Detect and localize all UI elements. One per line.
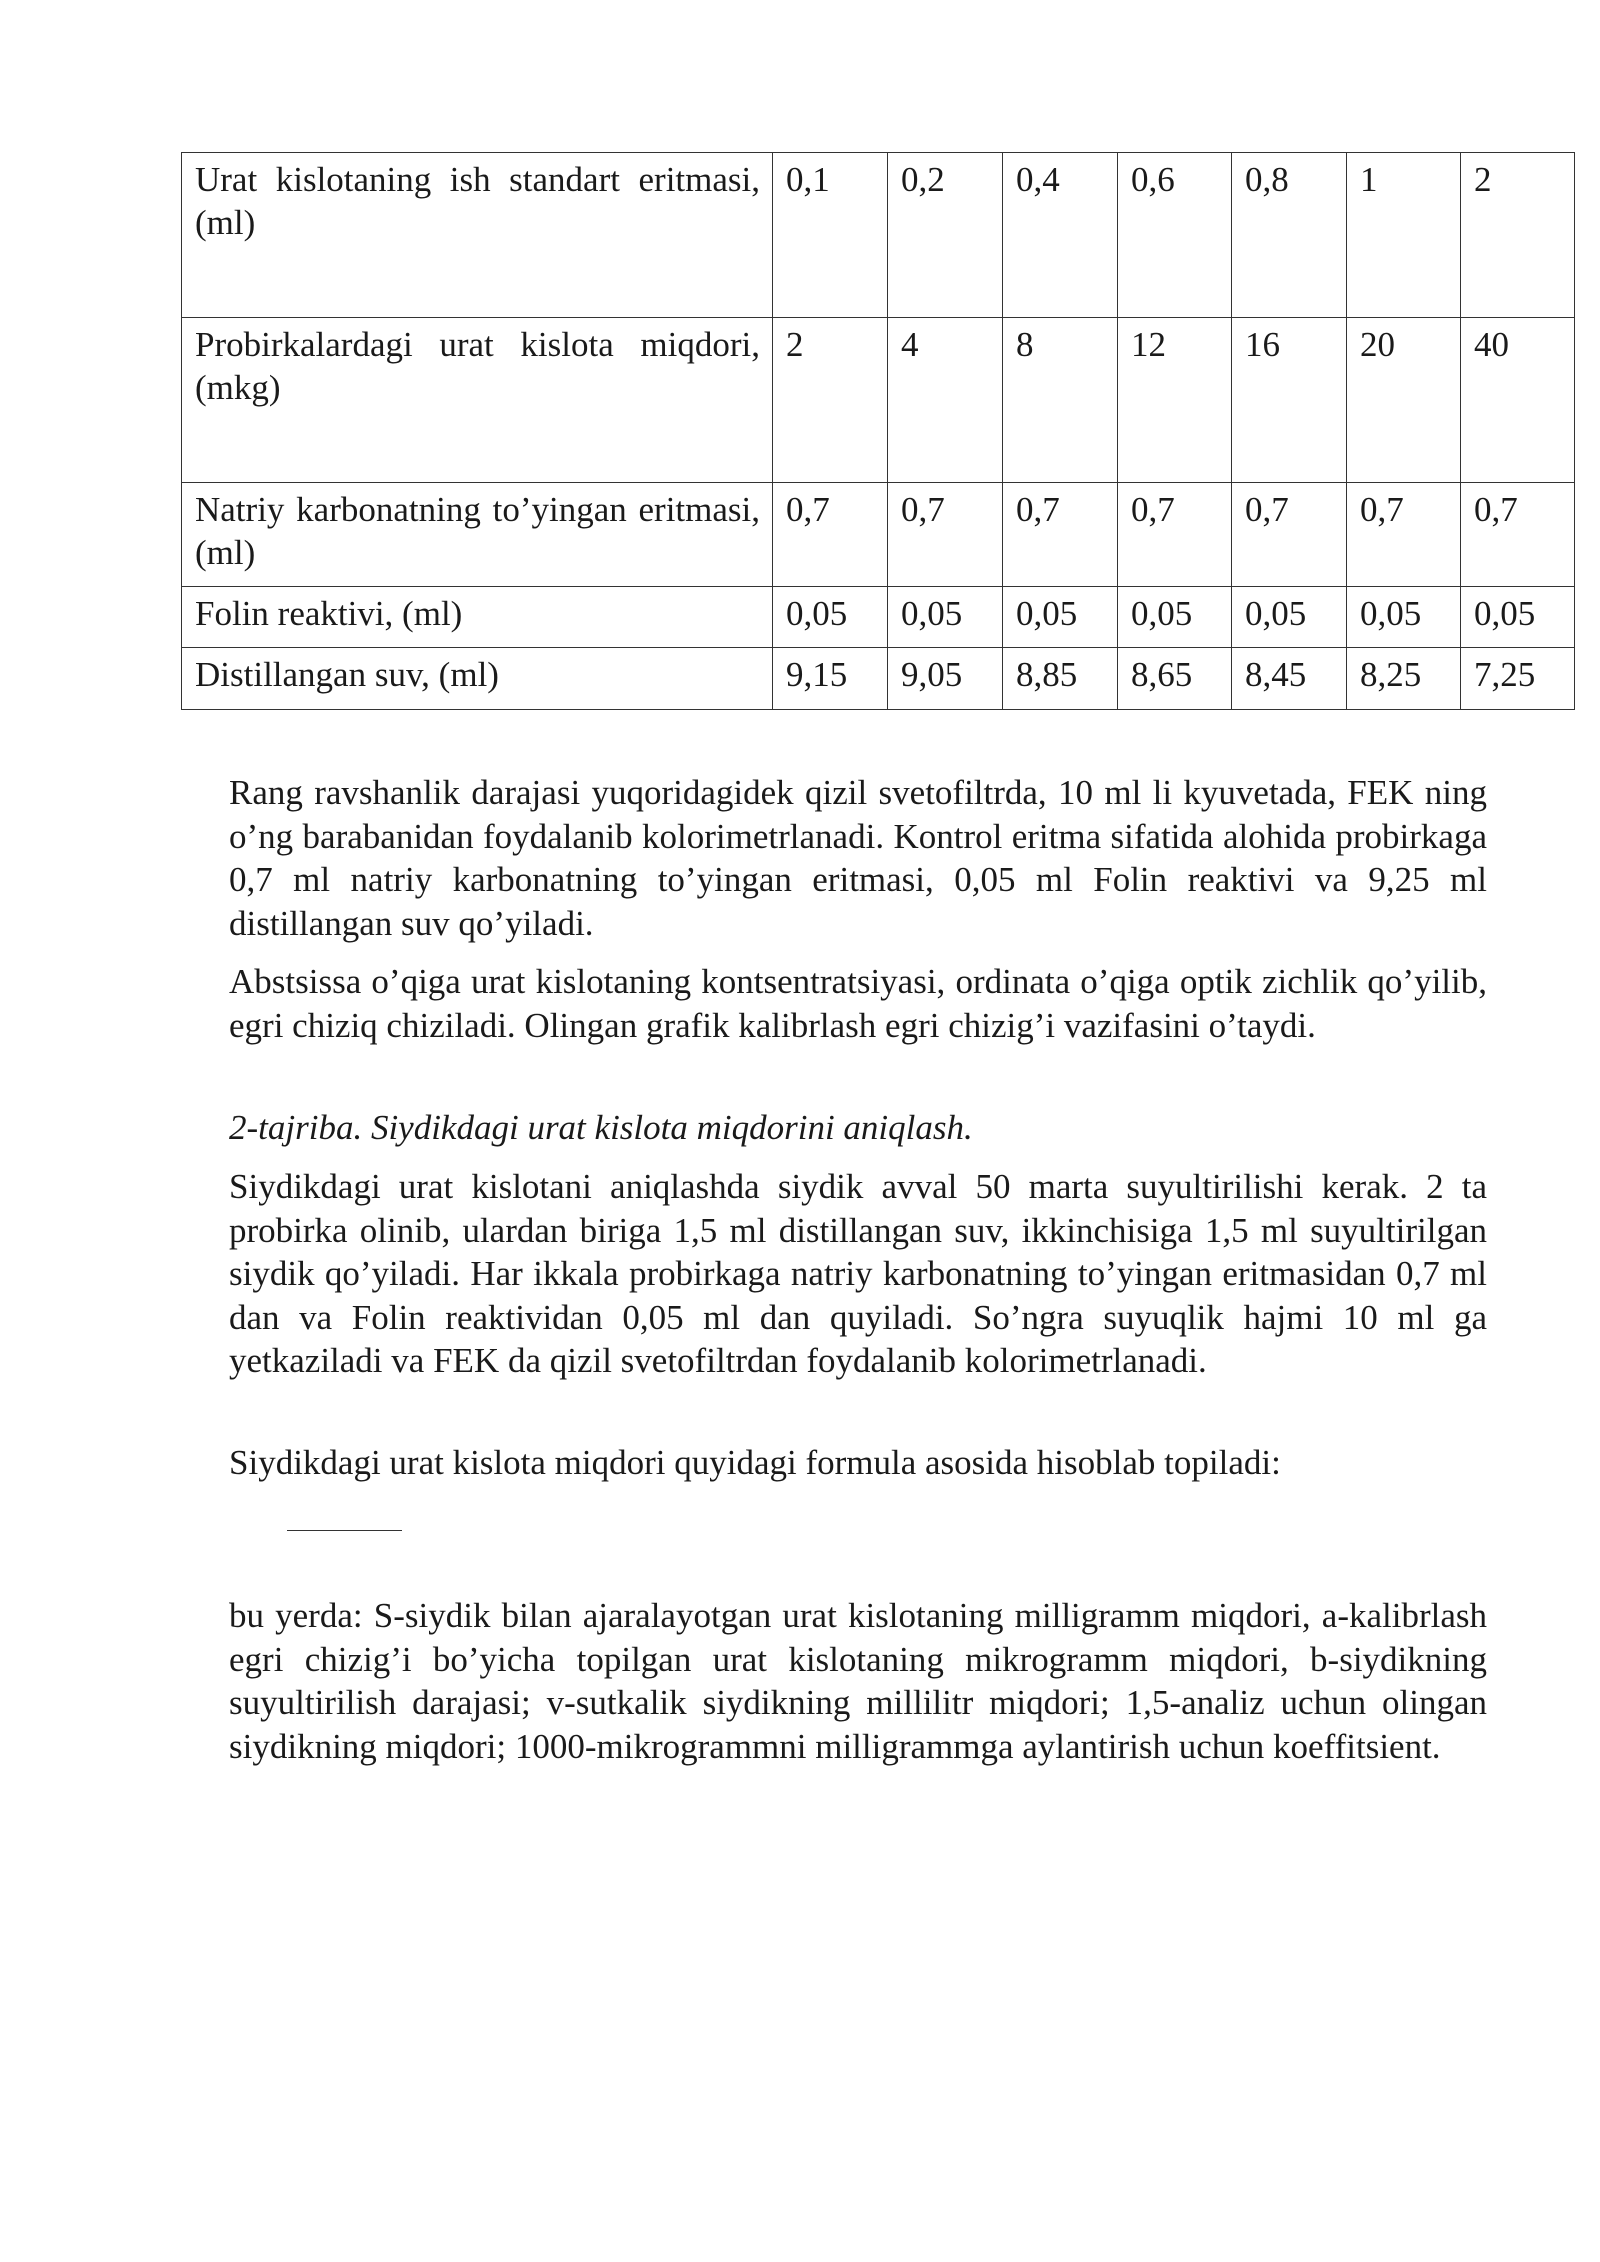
table-cell: 0,05	[1232, 587, 1347, 648]
row-label: Urat kislotaning ish standart eritmasi, (ml)	[182, 153, 773, 318]
formula-fraction-line	[287, 1530, 402, 1531]
row-label: Folin reaktivi, (ml)	[182, 587, 773, 648]
table-cell: 8,85	[1003, 648, 1118, 710]
row-label: Probirkalardagi urat kislota miqdori, (mkg)	[182, 318, 773, 483]
table-cell: 12	[1118, 318, 1232, 483]
table-cell: 0,05	[1461, 587, 1575, 648]
table-cell: 0,05	[773, 587, 888, 648]
experiment-heading: 2-tajriba. Siydikdagi urat kislota miqdorini aniqlash.	[229, 1108, 973, 1147]
paragraph-colorimetry: Rang ravshanlik darajasi yuqoridagidek qizil svetofiltrda, 10 ml li kyuvetada, FEK ning o’ng barabanidan foydalanib kolorimetrlanadi. Kontrol eritma sifatida alohida probirkaga 0,7 ml natriy karbonatning to’yingan eritmasi, 0,05 ml Folin reaktivi va 9,25 ml distillangan suv qo’yiladi.	[229, 773, 1487, 943]
table-row	[182, 318, 1575, 483]
table-row	[182, 153, 1575, 318]
table-cell: 16	[1232, 318, 1347, 483]
table-cell: 0,05	[1003, 587, 1118, 648]
reagent-table	[181, 152, 1575, 710]
table-cell: 0,6	[1118, 153, 1232, 318]
table-cell: 40	[1461, 318, 1575, 483]
paragraph-procedure: Siydikdagi urat kislotani aniqlashda siydik avval 50 marta suyultirilishi kerak. 2 ta probirka olinib, ulardan biriga 1,5 ml distillangan suv, ikkinchisiga 1,5 ml suyultirilgan siydik qo’yiladi. Har ikkala probirkaga natriy karbonatning to’yingan eritmasidan 0,7 ml dan va Folin reaktividan 0,05 ml dan quyiladi. So’ngra suyuqlik hajmi 10 ml ga yetkaziladi va FEK da qizil svetofiltrdan foydalanib kolorimetrlanadi.	[229, 1167, 1487, 1380]
table-cell: 8,45	[1232, 648, 1347, 710]
table-cell: 0,05	[888, 587, 1003, 648]
table-cell: 2	[1461, 153, 1575, 318]
table-cell: 0,7	[1118, 483, 1232, 587]
paragraph-formula-intro: Siydikdagi urat kislota miqdori quyidagi formula asosida hisoblab topiladi:	[229, 1443, 1281, 1482]
table-cell: 0,05	[1347, 587, 1461, 648]
table-row	[182, 587, 1575, 648]
table-cell: 0,2	[888, 153, 1003, 318]
table-cell: 0,05	[1118, 587, 1232, 648]
table-cell: 0,7	[1003, 483, 1118, 587]
paragraph-legend: bu yerda: S-siydik bilan ajaralayotgan urat kislotaning milligramm miqdori, a-kalibrlash egri chizig’i bo’yicha topilgan urat kislotaning mikrogramm miqdori, b-siydikning suyultirilish darajasi; v-sutkalik siydikning millilitr miqdori; 1,5-analiz uchun olingan siydikning miqdori; 1000-mikrogrammni milligrammga aylantirish uchun koeffitsient.	[229, 1596, 1487, 1766]
table-cell: 0,4	[1003, 153, 1118, 318]
table-cell: 0,7	[773, 483, 888, 587]
table-cell: 0,7	[1347, 483, 1461, 587]
table-cell: 8	[1003, 318, 1118, 483]
row-label: Natriy karbonatning to’yingan eritmasi, (ml)	[182, 483, 773, 587]
table-cell: 8,25	[1347, 648, 1461, 710]
table-cell: 1	[1347, 153, 1461, 318]
table-cell: 0,7	[1461, 483, 1575, 587]
table-row	[182, 648, 1575, 710]
table-cell: 8,65	[1118, 648, 1232, 710]
table-cell: 0,8	[1232, 153, 1347, 318]
table-row	[182, 483, 1575, 587]
table-cell: 0,7	[888, 483, 1003, 587]
table-cell: 7,25	[1461, 648, 1575, 710]
table-cell: 9,15	[773, 648, 888, 710]
paragraph-calibration: Abstsissa o’qiga urat kislotaning kontsentratsiyasi, ordinata o’qiga optik zichlik qo’yilib, egri chiziq chiziladi. Olingan grafik kalibrlash egri chizig’i vazifasini o’taydi.	[229, 962, 1487, 1045]
table-cell: 20	[1347, 318, 1461, 483]
table-cell: 0,1	[773, 153, 888, 318]
table-cell: 2	[773, 318, 888, 483]
table-cell: 0,7	[1232, 483, 1347, 587]
row-label: Distillangan suv, (ml)	[182, 648, 773, 710]
table-cell: 9,05	[888, 648, 1003, 710]
table-cell: 4	[888, 318, 1003, 483]
